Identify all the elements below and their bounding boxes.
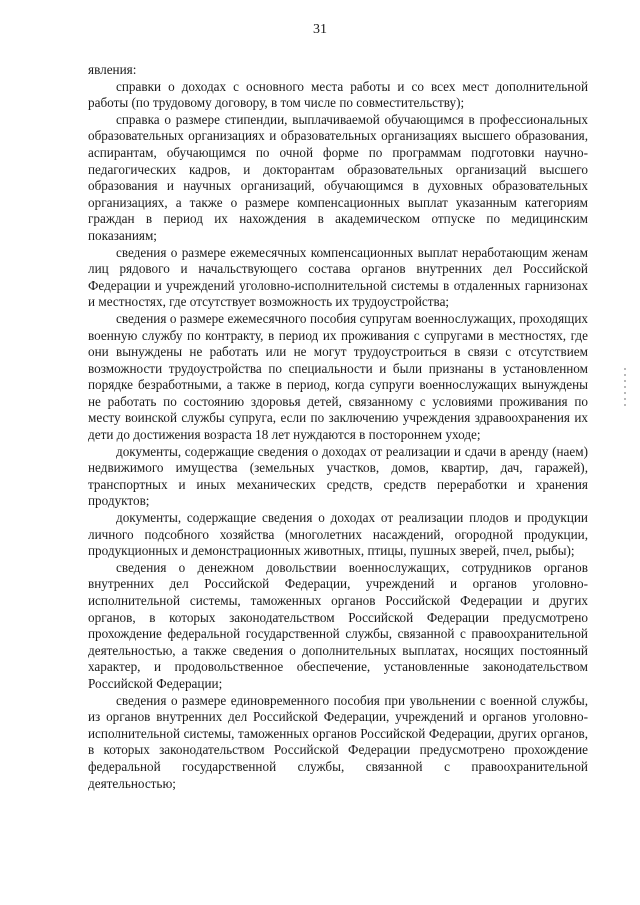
paragraph-monetary-allowance: сведения о денежном довольствии военнослужащих, сотрудников органов внутренних дел Российской Федерации, учреждений и органов уголовно-исполнительной системы, таможенных органов Российской Федерации и других органов, в которых законодательством Российской Федерации предусмотрено прохождение федеральной государственной службы, связанной с правоохранительной деятельностью, а также сведения о дополнительных выплатах, носящих постоянный характер, и продовольственное обеспечение, установленные законодательством Российской Федерации; [88, 559, 588, 691]
paragraph-property-income: документы, содержащие сведения о доходах от реализации и сдачи в аренду (наем) недвижимого имущества (земельных участков, домов, квартир, дач, гаражей), транспортных и иных механических средств, средств переработки и хранения продуктов; [88, 443, 588, 509]
paragraph-farm-income: документы, содержащие сведения о доходах от реализации плодов и продукции личного подсобного хозяйства (многолетних насаждений, огородной продукции, продукционных и демонстрационных животных, птицы, пушных зверей, пчел, рыбы); [88, 510, 588, 559]
paragraph-intro: явления: [88, 62, 137, 77]
page-number: 31 [313, 22, 327, 37]
paragraph-military-spouse-allowance: сведения о размере ежемесячного пособия супругам военнослужащих, проходящих военную службу по контракту, в период их проживания с супругами в местностях, где они вынуждены не работать или не могут трудоустроиться в связи с отсутствием возможности трудоустройства по специальности и были признаны в установленном порядке безработными, а также в период, когда супруги военнослужащих вынуждены не работать по состоянию здоровья детей, связанному с условиями проживания по месту воинской службы супруга, если по заключению учреждения здравоохранения их дети до достижения возраста 18 лет нуждаются в постороннем уходе; [88, 310, 588, 443]
document-body [88, 62, 588, 792]
paragraph-stipend-certificate: справка о размере стипендии, выплачиваемой обучающимся в профессиональных образовательных организациях и образовательных организациях высшего образования, аспирантам, обучающимся по очной форме по программам подготовки научно-педагогических кадров, и докторантам образовательных организаций высшего образования и научных организаций, обучающимся в духовных образовательных организациях, а также о размере компенсационных выплат указанным категориям граждан в период их нахождения в академическом отпуске по медицинским показаниям; [88, 111, 588, 243]
paragraph-severance-allowance: сведения о размере единовременного пособия при увольнении с военной службы, из органов внутренних дел Российской Федерации, учреждений и органов уголовно-исполнительной системы, таможенных органов Российской Федерации, других органов, в которых законодательством Российской Федерации предусмотрено прохождение федеральной государственной службы, связанной с правоохранительной деятельностью; [88, 692, 588, 791]
paragraph-compensation-payments: сведения о размере ежемесячных компенсационных выплат неработающим женам лиц рядового и начальствующего состава органов внутренних дел Российской Федерации и учреждений уголовно-исполнительной системы в отдаленных гарнизонах и местностях, где отсутствует возможность их трудоустройства; [88, 244, 588, 310]
paragraph-income-certificates: справки о доходах с основного места работы и со всех мест дополнительной работы (по трудовому договору, в том числе по совместительству); [88, 78, 588, 111]
scan-edge-marks [624, 368, 626, 410]
